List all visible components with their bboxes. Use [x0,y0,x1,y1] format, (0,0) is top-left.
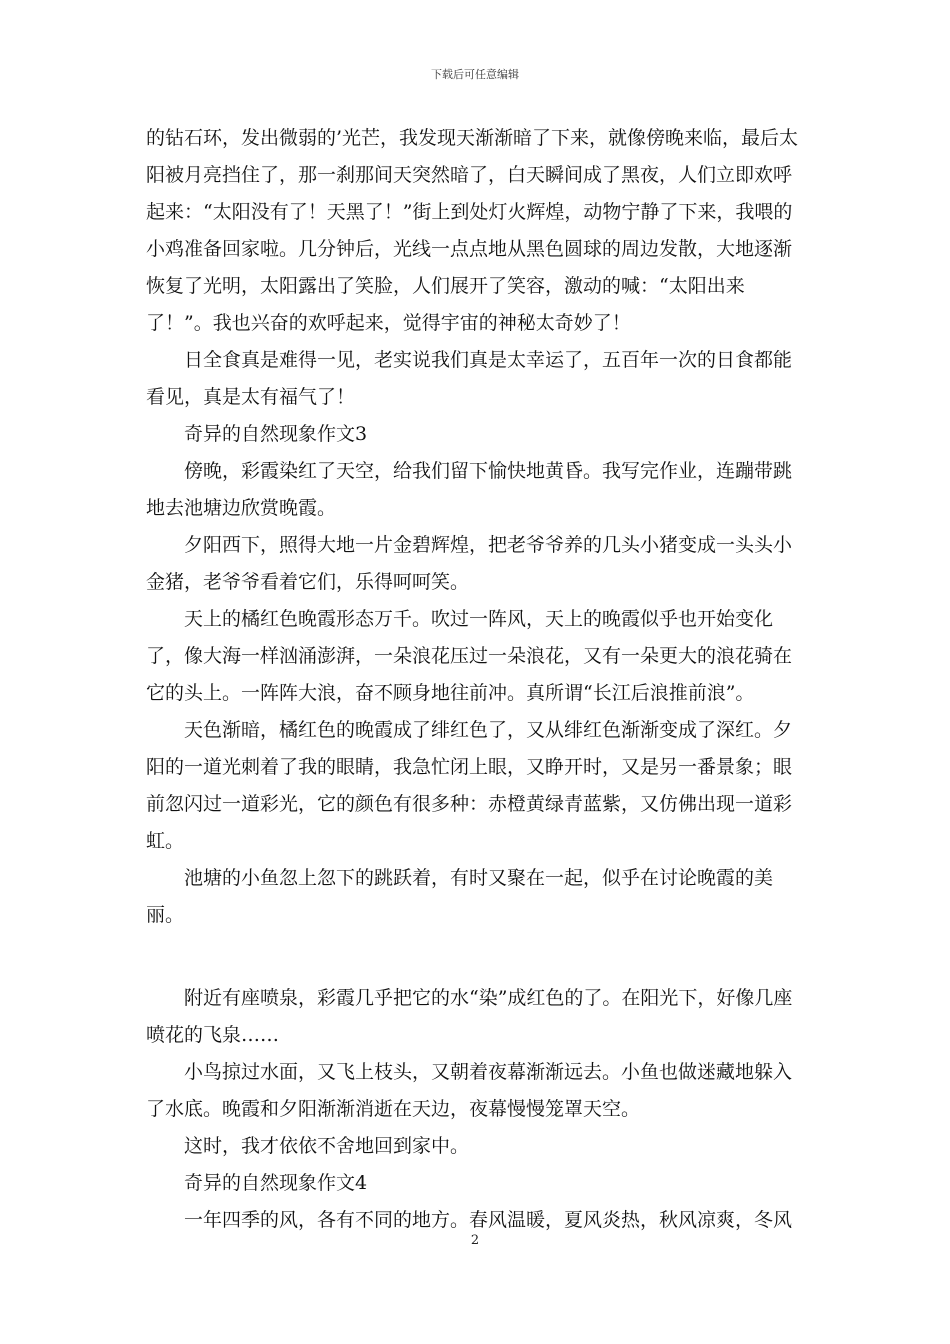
paragraph: 池塘的小鱼忽上忽下的跳跃着，有时又聚在一起，似乎在讨论晚霞的美丽。 [146,867,774,926]
page-header: 下载后可任意编辑 [431,68,519,81]
paragraph: 一年四季的风，各有不同的地方。春风温暖，夏风炎热，秋风凉爽，冬风 [184,1209,793,1231]
page-number: 2 [470,1233,480,1248]
paragraph: 的钻石环，发出微弱的’光芒，我发现天渐渐暗了下来，就像傍晚来临，最后太阳被月亮挡住了，那一刹那间天突然暗了，白天瞬间成了黑夜，人们立即欢呼起来：“太阳没有了！天黑了！”街上到处灯火辉煌，动物宁静了下来，我喂的小鸡准备回家啦。几分钟后，光线一点点地从黑色圆球的周边发散，大地逐渐恢复了光明，太阳露出了笑脸，人们展开了笑容，激动的喊：“太阳出来了！”。我也兴奋的欢呼起来，觉得宇宙的神秘太奇妙了！ [146,127,799,334]
paragraph: 小鸟掠过水面，又飞上枝头，又朝着夜幕渐渐远去。小鱼也做迷藏地躲入了水底。晚霞和夕阳渐渐消逝在天边，夜幕慢慢笼罩天空。 [146,1061,793,1120]
paragraph: 天色渐暗，橘红色的晚霞成了绯红色了，又从绯红色渐渐变成了深红。夕阳的一道光刺着了我的眼睛，我急忙闭上眼，又睁开时，又是另一番景象；眼前忽闪过一道彩光，它的颜色有很多种：赤橙黄绿青蓝紫，又仿佛出现一道彩虹。 [146,719,793,852]
paragraph: 天上的橘红色晚霞形态万千。吹过一阵风，天上的晚霞似乎也开始变化了，像大海一样汹涌澎湃，一朵浪花压过一朵浪花，又有一朵更大的浪花骑在它的头上。一阵阵大浪，奋不顾身地往前冲。真所谓“长江后浪推前浪”。 [146,608,793,704]
paragraph: 这时，我才依依不舍地回到家中。 [184,1135,470,1157]
section-heading: 奇异的自然现象作文3 [184,423,368,445]
document-body [146,120,810,1239]
section-heading: 奇异的自然现象作文4 [184,1172,368,1194]
blank-line [146,934,810,980]
paragraph: 傍晚，彩霞染红了天空，给我们留下愉快地黄昏。我写完作业，连蹦带跳地去池塘边欣赏晚霞。 [146,460,793,519]
paragraph: 日全食真是难得一见，老实说我们真是太幸运了，五百年一次的日食都能看见，真是太有福气了！ [146,349,793,408]
paragraph: 夕阳西下，照得大地一片金碧辉煌，把老爷爷养的几头小猪变成一头头小金猪，老爷爷看着它们，乐得呵呵笑。 [146,534,793,593]
paragraph: 附近有座喷泉，彩霞几乎把它的水“染”成红色的了。在阳光下，好像几座喷花的飞泉…… [146,987,793,1046]
